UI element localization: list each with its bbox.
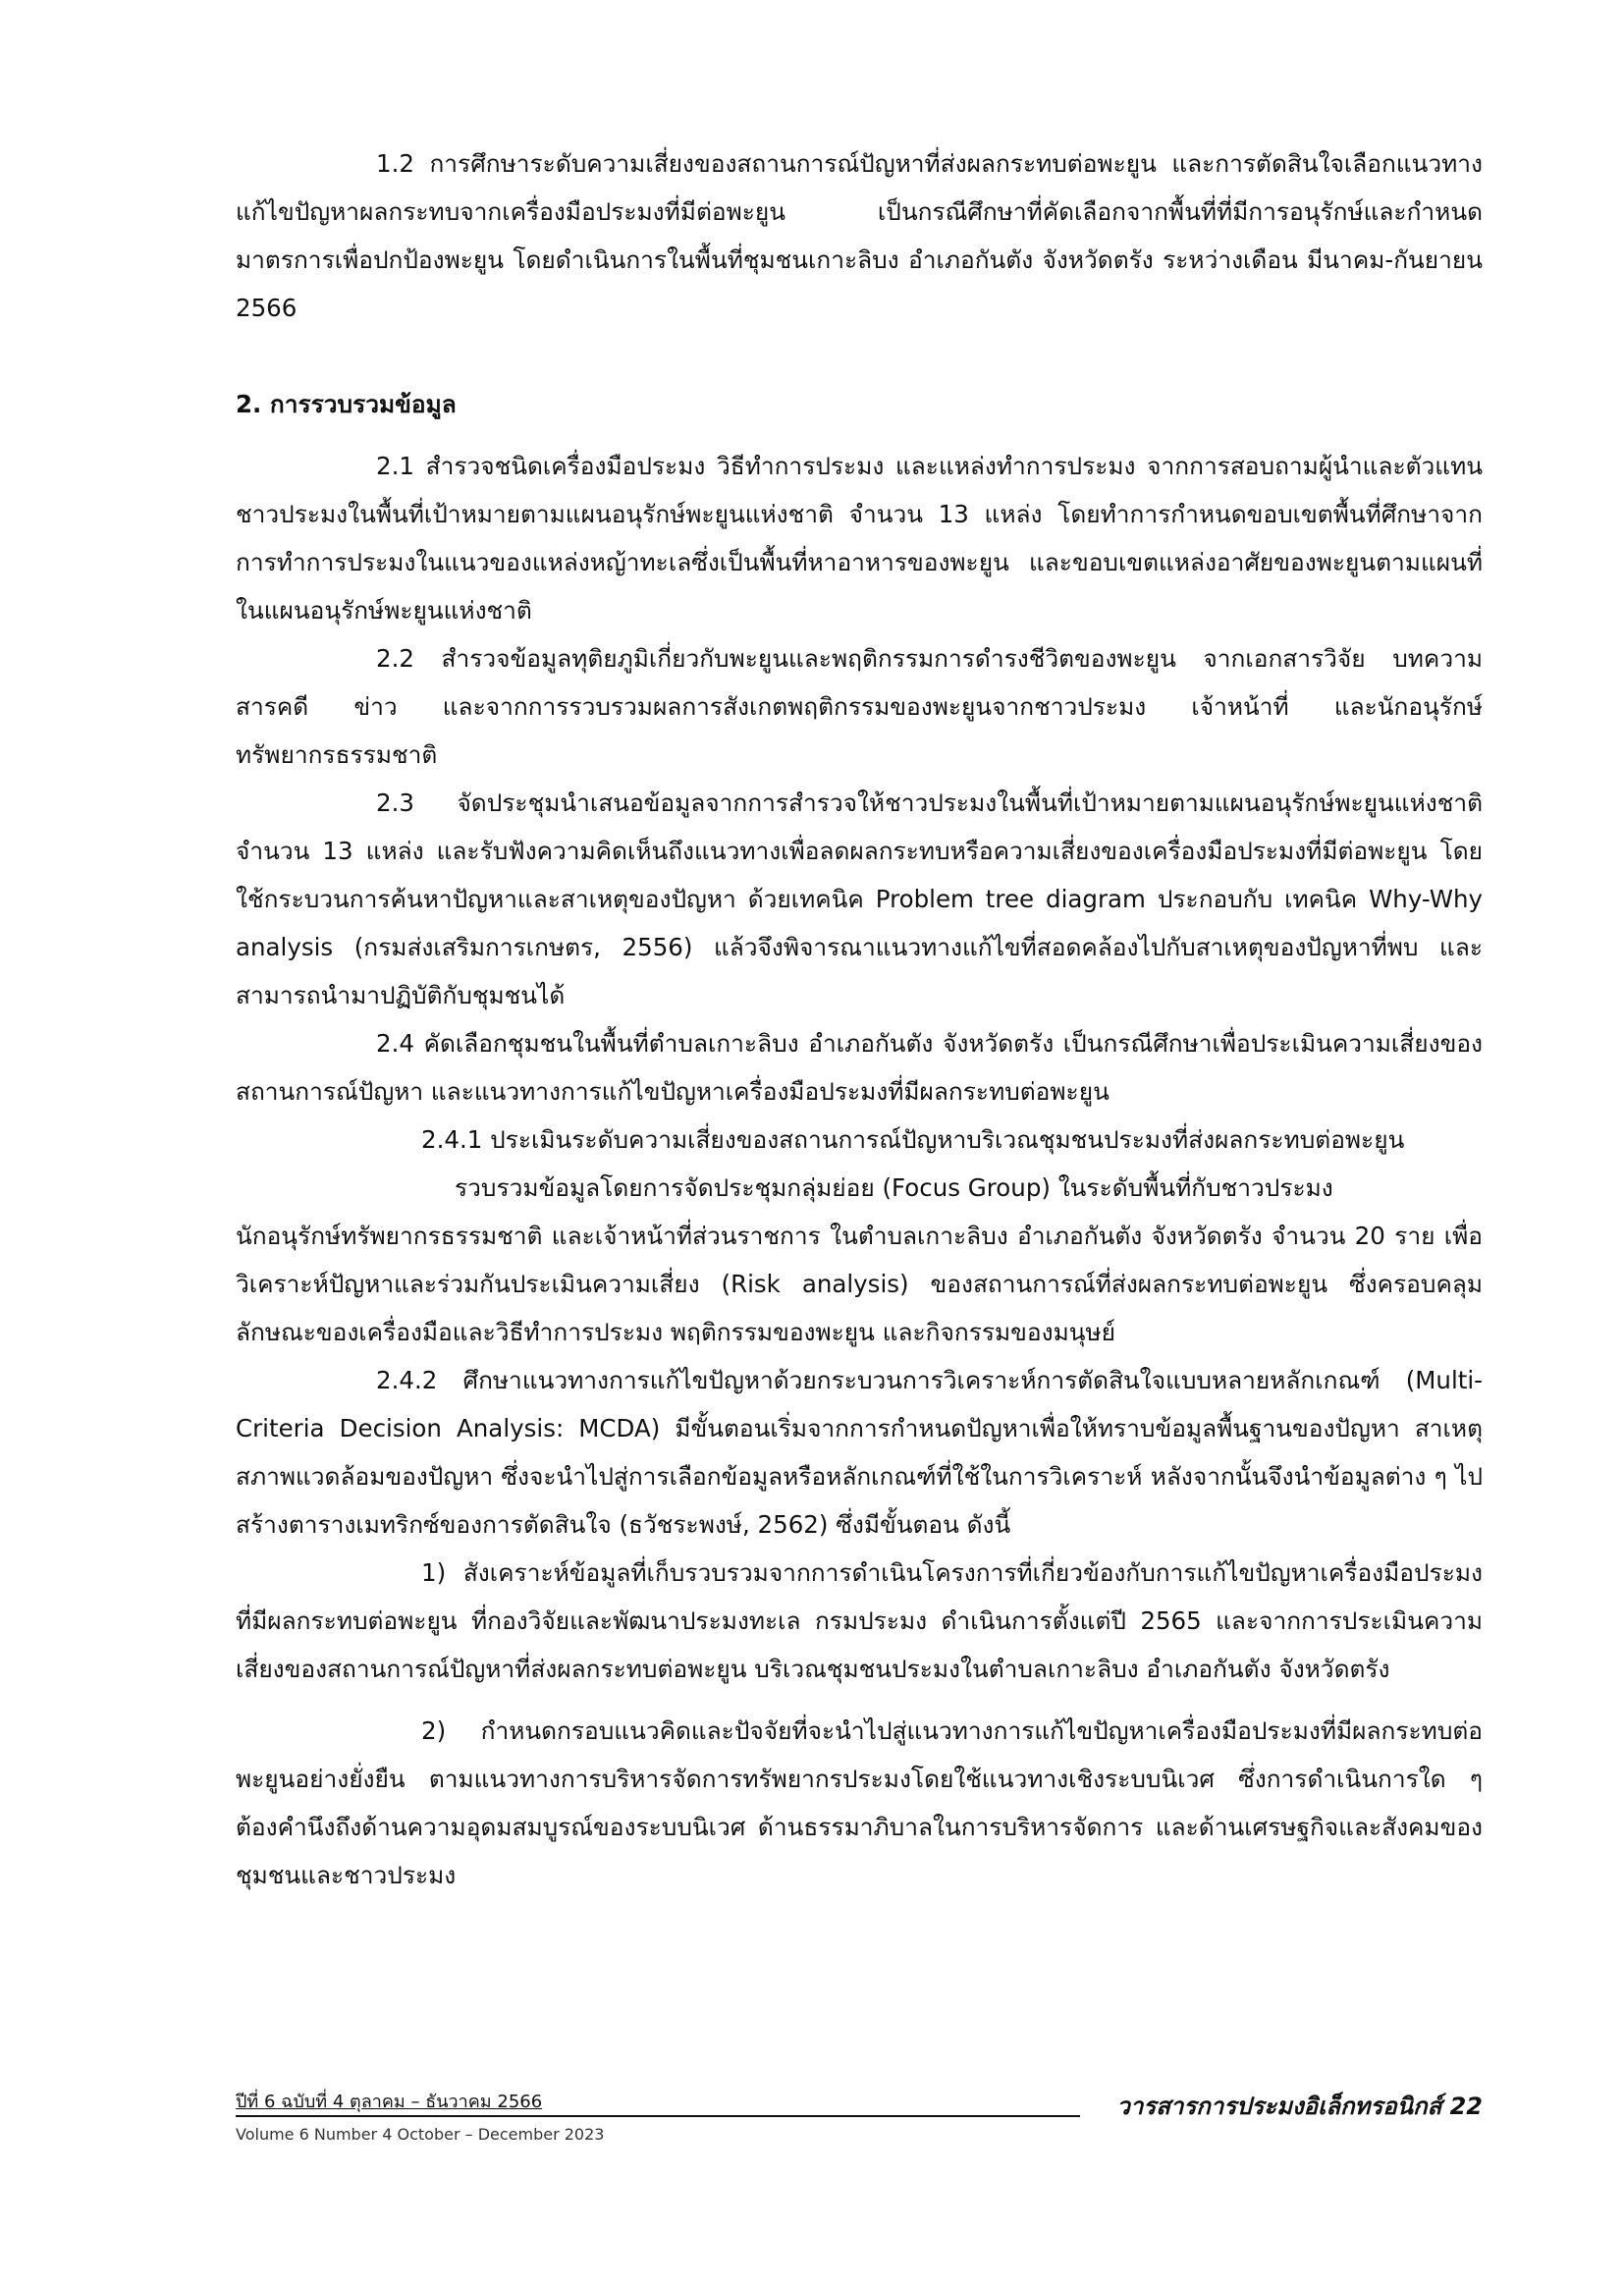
section-heading-2: 2. การรวบรวมข้อมูล bbox=[236, 390, 457, 418]
footer-issue-thai: ปีที่ 6 ฉบับที่ 4 ตุลาคม – ธันวาคม 2566 bbox=[236, 2092, 543, 2112]
step-2: 2) กำหนดกรอบแนวคิดและปัจจัยที่จะนำไปสู่แนวทางการแก้ไขปัญหาเครื่องมือประมงที่มีผลกระทบต่อพะยูนอย่างยั่งยืน ตามแนวทางการบริหารจัดการทรัพยากรประมงโดยใช้แนวทางเชิงระบบนิเวศ ซึ่งการดำเนินการใด ๆ ต้องคำนึงถึงด้านความอุดมสมบูรณ์ของระบบนิเวศ ด้านธรรมาภิบาลในการบริหารจัดการ และด้านเศรษฐกิจและสังคมของชุมชนและชาวประมง bbox=[236, 1716, 1483, 1889]
paragraph-2-2: 2.2 สำรวจข้อมูลทุติยภูมิเกี่ยวกับพะยูนและพฤติกรรมการดำรงชีวิตของพะยูน จากเอกสารวิจัย บทความ สารคดี ข่าว และจากการรวบรวมผลการสังเกตพฤติกรรมของพะยูนจากชาวประมง เจ้าหน้าที่ และนักอนุรักษ์ทรัพยากรธรรมชาติ bbox=[236, 644, 1483, 769]
step-1: 1) สังเคราะห์ข้อมูลที่เก็บรวบรวมจากการดำเนินโครงการที่เกี่ยวข้องกับการแก้ไขปัญหาเครื่องมือประมงที่มีผลกระทบต่อพะยูน ที่กองวิจัยและพัฒนาประมงทะเล กรมประมง ดำเนินการตั้งแต่ปี 2565 และจากการประเมินความเสี่ยงของสถานการณ์ปัญหาที่ส่งผลกระทบต่อพะยูน บริเวณชุมชนประมงในตำบลเกาะลิบง อำเภอกันตัง จังหวัดตรัง bbox=[236, 1558, 1483, 1683]
paragraph-2-4: 2.4 คัดเลือกชุมชนในพื้นที่ตำบลเกาะลิบง อำเภอกันตัง จังหวัดตรัง เป็นกรณีศึกษาเพื่อประเมินความเสี่ยงของสถานการณ์ปัญหา และแนวทางการแก้ไขปัญหาเครื่องมือประมงที่มีผลกระทบต่อพะยูน bbox=[236, 1029, 1483, 1106]
subsection-2-4-1-title: 2.4.1 ประเมินระดับความเสี่ยงของสถานการณ์ปัญหาบริเวณชุมชนประมงที่ส่งผลกระทบต่อพะยูน bbox=[421, 1125, 1405, 1154]
subsection-2-4-2: 2.4.2 ศึกษาแนวทางการแก้ไขปัญหาด้วยกระบวนการวิเคราะห์การตัดสินใจแบบหลายหลักเกณฑ์ (Multi-Criteria Decision Analysis: MCDA) มีขั้นตอนเริ่มจากการกำหนดปัญหาเพื่อให้ทราบข้อมูลพื้นฐานของปัญหา สาเหตุ สภาพแวดล้อมของปัญหา ซึ่งจะนำไปสู่การเลือกข้อมูลหรือหลักเกณฑ์ที่ใช้ในการวิเคราะห์ หลังจากนั้นจึงนำข้อมูลต่าง ๆ ไปสร้างตารางเมทริกซ์ของการตัดสินใจ (ธวัชระพงษ์, 2562) ซึ่งมีขั้นตอน ดังนี้ bbox=[236, 1366, 1483, 1539]
subsection-2-4-1-body: นักอนุรักษ์ทรัพยากรธรรมชาติ และเจ้าหน้าที่ส่วนราชการ ในตำบลเกาะลิบง อำเภอกันตัง จังหวัดตรัง จำนวน 20 ราย เพื่อวิเคราะห์ปัญหาและร่วมกันประเมินความเสี่ยง (Risk analysis) ของสถานการณ์ที่ส่งผลกระทบต่อพะยูน ซึ่งครอบคลุมลักษณะของเครื่องมือและวิธีทำการประมง พฤติกรรมของพะยูน และกิจกรรมของมนุษย์ bbox=[236, 1222, 1483, 1346]
page-content bbox=[236, 139, 1483, 1899]
footer-rule bbox=[236, 2115, 1080, 2117]
footer-journal-title: วารสารการประมงอิเล็กทรอนิกส์ 22 bbox=[1116, 2093, 1483, 2120]
footer-volume-english: Volume 6 Number 4 October – December 2023 bbox=[236, 2125, 605, 2144]
paragraph-2-3: 2.3 จัดประชุมนำเสนอข้อมูลจากการสำรวจให้ชาวประมงในพื้นที่เป้าหมายตามแผนอนุรักษ์พะยูนแห่งชาติ จำนวน 13 แหล่ง และรับฟังความคิดเห็นถึงแนวทางเพื่อลดผลกระทบหรือความเสี่ยงของเครื่องมือประมงที่มีต่อพะยูน โดยใช้กระบวนการค้นหาปัญหาและสาเหตุของปัญหา ด้วยเทคนิค Problem tree diagram ประกอบกับ เทคนิค Why-Why analysis (กรมส่งเสริมการเกษตร, 2556) แล้วจึงพิจารณาแนวทางแก้ไขที่สอดคล้องไปกับสาเหตุของปัญหาที่พบ และสามารถนำมาปฏิบัติกับชุมชนได้ bbox=[236, 789, 1483, 1009]
subsection-2-4-1-first-line: รวบรวมข้อมูลโดยการจัดประชุมกลุ่มย่อย (Focus Group) ในระดับพื้นที่กับชาวประมง bbox=[455, 1173, 1333, 1202]
page-footer bbox=[236, 2090, 1483, 2158]
paragraph-2-1: 2.1 สำรวจชนิดเครื่องมือประมง วิธีทำการประมง และแหล่งทำการประมง จากการสอบถามผู้นำและตัวแทนชาวประมงในพื้นที่เป้าหมายตามแผนอนุรักษ์พะยูนแห่งชาติ จำนวน 13 แหล่ง โดยทำการกำหนดขอบเขตพื้นที่ศึกษาจากการทำการประมงในแนวของแหล่งหญ้าทะเลซึ่งเป็นพื้นที่หาอาหารของพะยูน และขอบเขตแหล่งอาศัยของพะยูนตามแผนที่ในแผนอนุรักษ์พะยูนแห่งชาติ bbox=[236, 452, 1483, 625]
paragraph-1-2: 1.2 การศึกษาระดับความเสี่ยงของสถานการณ์ปัญหาที่ส่งผลกระทบต่อพะยูน และการตัดสินใจเลือกแนวทางแก้ไขปัญหาผลกระทบจากเครื่องมือประมงที่มีต่อพะยูน เป็นกรณีศึกษาที่คัดเลือกจากพื้นที่ที่มีการอนุรักษ์และกำหนดมาตรการเพื่อปกป้องพะยูน โดยดำเนินการในพื้นที่ชุมชนเกาะลิบง อำเภอกันตัง จังหวัดตรัง ระหว่างเดือน มีนาคม-กันยายน 2566 bbox=[236, 149, 1483, 322]
